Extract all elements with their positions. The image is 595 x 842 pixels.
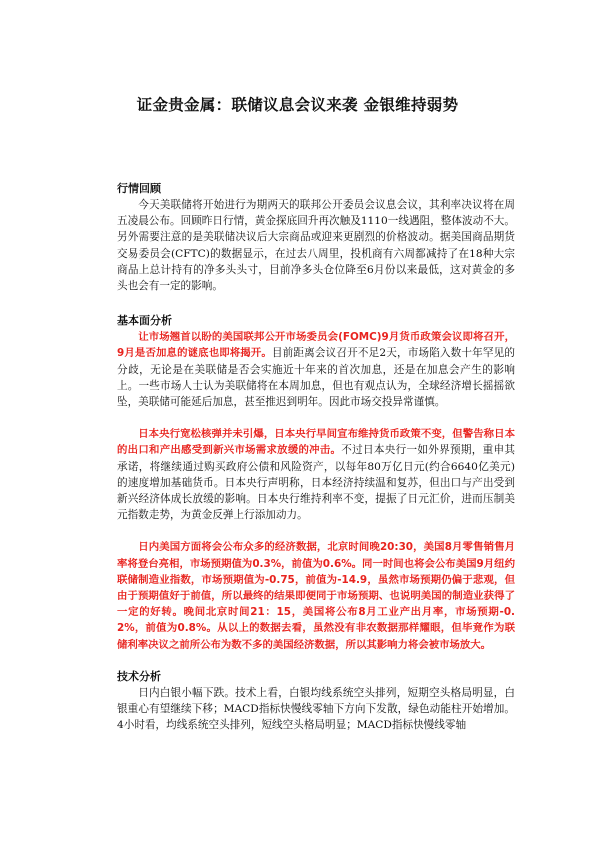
technical-paragraph: 日内白银小幅下跌。技术上看，白银均线系统空头排列，短期空头格局明显，白银重心有望继续下移；MACD指标快慢线零轴下方向下发散，绿色动能柱开始增加。4小时看，均线系统空头排列，短线空头格局明显；MACD指标快慢线零轴 (117, 686, 515, 732)
section-market-review (117, 181, 515, 294)
fundamental-paragraph-2 (117, 426, 515, 523)
section-technical (117, 669, 515, 734)
section-heading-fundamental: 基本面分析 (117, 314, 172, 328)
section-heading-review: 行情回顾 (117, 182, 161, 195)
article-body (117, 181, 515, 733)
fundamental-p1-highlight: 让市场翘首以盼的美国联邦公开市场委员会(FOMC)9月货币政策会议即将召开，9月是否加息的谜底也即将揭开。 (117, 331, 515, 360)
section-heading-technical: 技术分析 (117, 669, 161, 683)
fundamental-paragraph-3 (117, 539, 515, 652)
review-paragraph: 今天美联储将开始进行为期两天的联邦公开委员会议息会议，其利率决议将在周五凌晨公布。回顾昨日行情，黄金探底回升再次触及1110一线遇阻，整体波动不大。另外需要注意的是美联储决议后大宗商品或迎来更剧烈的价格波动。据美国商品期货交易委员会(CFTC)的数据显示，在过去八周里，投机商有六周都减持了在18种大宗商品上总计持有的净多头头寸，目前净多头仓位降至6月份以来最低，这对黄金的多头也会有一定的影响。 (117, 199, 515, 293)
fundamental-p3-highlight: 日内美国方面将会公布众多的经济数据，北京时间晚20:30，美国8月零售销售月率将登台亮相，市场预期值为0.3%，前值为0.6%。同一时间也将会公布美国9月纽约联储制造业指数，市场预期值为-0.75，前值为-14.9，虽然市场预期仍偏于悲观，但由于预期值好于前值，所以最终的结果即便同于市场预期、也说明美国的制造业获得了一定的好转。晚间北京时间21：15，美国将公布8月工业产出月率，市场预期-0.2%，前值为0.8%。从以上的数据去看，虽然没有非农数据那样耀眼，但毕竟作为联储利率决议之前所公布为数不多的美国经济数据，所以其影响力将会被市场放大。 (117, 541, 515, 651)
fundamental-p1-text: 目前距离会议召开不足2天，市场陷入数十年罕见的分歧，无论是在美联储是否会实施近十年来的首次加息，还是在加息会产生的影响上。一些市场人士认为美联储将在本周加息，但也有观点认为，全球经济增长摇摇欲坠，美联储可能延后加息，甚至推迟到明年。因此市场交投异常谨慎。 (117, 347, 515, 409)
fundamental-p2-highlight: 日本央行宽松核弹并未引爆，日本央行早间宣布维持货币政策不变，但警告称日本的出口和产出感受到新兴市场需求放缓的冲击。 (117, 428, 515, 457)
fundamental-paragraph-1 (117, 329, 515, 410)
fundamental-p2-text: 不过日本央行一如外界预期，重申其承诺，将继续通过购买政府公债和风险资产，以每年80万亿日元(约合6640亿美元)的速度增加基础货币。日本央行声明称，日本经济持续温和复苏，但出口与产出受到新兴经济体成长放缓的影响。日本央行维持利率不变，提振了日元汇价，进而压制美元指数走势，为黄金反弹上行添加动力。 (117, 444, 516, 522)
section-fundamental (117, 313, 515, 653)
page-title: 证金贵金属：联储议息会议来袭 金银维持弱势 (136, 96, 459, 114)
